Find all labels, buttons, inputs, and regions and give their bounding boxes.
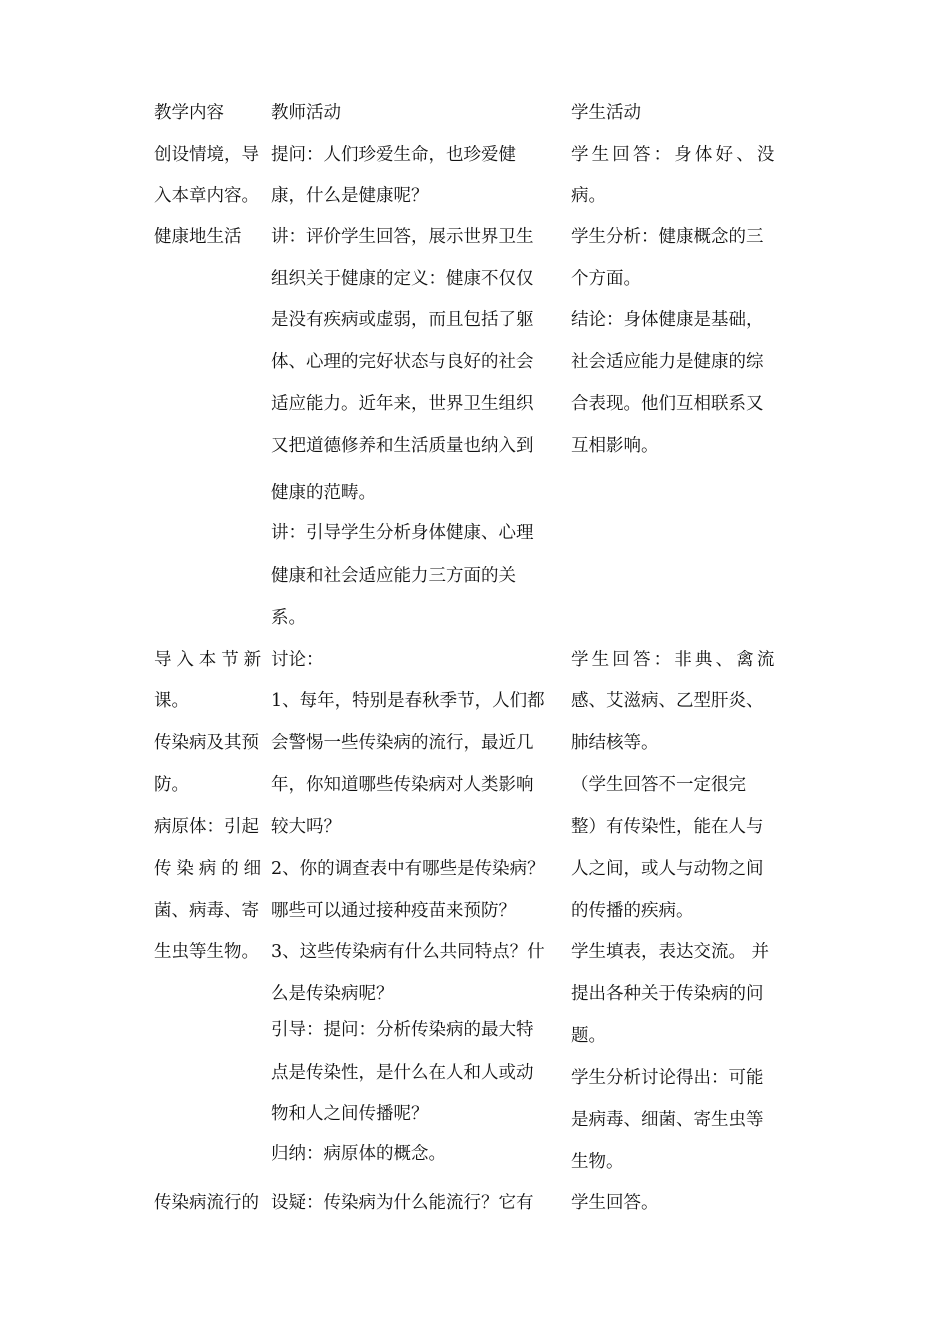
teacher-text: 会警惕一些传染病的流行，最近几	[271, 733, 534, 753]
student-text: 的传播的疾病。	[571, 901, 694, 921]
student-text: 个方面。	[571, 269, 641, 289]
student-text: 结论：身体健康是基础，	[571, 310, 764, 330]
teacher-text: 1、每年，特别是春秋季节，人们都	[271, 691, 545, 711]
student-text: 学生回答。	[571, 1193, 659, 1213]
student-text: 整）有传染性，能在人与	[571, 817, 764, 837]
student-text: 人之间，或人与动物之间	[571, 859, 764, 879]
content-text: 导入本节新	[154, 650, 266, 670]
student-text: 题。	[571, 1026, 606, 1046]
header-col-content: 教学内容	[154, 103, 224, 123]
teacher-text: 系。	[271, 608, 306, 628]
teacher-text: 哪些可以通过接种疫苗来预防？	[271, 901, 516, 921]
teacher-text: 较大吗？	[271, 817, 341, 837]
teacher-text: 设疑：传染病为什么能流行？它有	[271, 1193, 534, 1213]
student-text: 合表现。他们互相联系又	[571, 394, 764, 414]
content-text: 课。	[154, 691, 189, 711]
teacher-text: 年，你知道哪些传染病对人类影响	[271, 775, 534, 795]
student-text: 生物。	[571, 1152, 624, 1172]
teacher-text: 点是传染性，是什么在人和人或动	[271, 1063, 534, 1083]
student-text: （学生回答不一定很完	[571, 775, 746, 795]
teacher-text: 讨论：	[271, 650, 324, 670]
teacher-text: 又把道德修养和生活质量也纳入到	[271, 436, 534, 456]
teacher-text: 健康和社会适应能力三方面的关	[271, 566, 516, 586]
teacher-text: 提问：人们珍爱生命，也珍爱健	[271, 145, 516, 165]
teacher-text: 是没有疾病或虚弱，而且包括了躯	[271, 310, 534, 330]
content-text: 传染病流行的	[154, 1193, 259, 1213]
student-text: 学生回答：非典、禽流	[571, 650, 778, 670]
content-text: 病原体：引起	[154, 817, 259, 837]
header-col-student: 学生活动	[571, 103, 641, 123]
teacher-text: 适应能力。近年来，世界卫生组织	[271, 394, 534, 414]
teacher-text: 2、你的调查表中有哪些是传染病？	[271, 859, 545, 879]
student-text: 学生填表，表达交流。 并	[571, 942, 770, 962]
teacher-text: 3、这些传染病有什么共同特点？什	[271, 942, 545, 962]
content-text: 菌、病毒、寄	[154, 901, 259, 921]
teacher-text: 引导：提问：分析传染病的最大特	[271, 1020, 534, 1040]
header-col-teacher: 教师活动	[271, 103, 341, 123]
content-text: 传染病的细	[154, 859, 266, 879]
student-text: 感、艾滋病、乙型肝炎、	[571, 691, 764, 711]
student-text: 学生回答：身体好、没	[571, 145, 778, 165]
student-text: 提出各种关于传染病的问	[571, 984, 764, 1004]
teacher-text: 康，什么是健康呢？	[271, 186, 429, 206]
student-text: 病。	[571, 186, 606, 206]
content-text: 传染病及其预	[154, 733, 259, 753]
teacher-text: 讲：评价学生回答，展示世界卫生	[271, 227, 534, 247]
content-text: 健康地生活	[154, 227, 242, 247]
student-text: 是病毒、细菌、寄生虫等	[571, 1110, 764, 1130]
student-text: 学生分析讨论得出：可能	[571, 1068, 764, 1088]
teacher-text: 讲：引导学生分析身体健康、心理	[271, 523, 534, 543]
content-text: 防。	[154, 775, 189, 795]
teacher-text: 归纳：病原体的概念。	[271, 1144, 446, 1164]
teacher-text: 健康的范畴。	[271, 483, 376, 503]
teacher-text: 物和人之间传播呢？	[271, 1104, 429, 1124]
teacher-text: 体、心理的完好状态与良好的社会	[271, 352, 534, 372]
content-text: 创设情境，导	[154, 145, 259, 165]
student-text: 肺结核等。	[571, 733, 659, 753]
teacher-text: 组织关于健康的定义：健康不仅仅	[271, 269, 534, 289]
student-text: 互相影响。	[571, 436, 659, 456]
teacher-text: 么是传染病呢？	[271, 984, 394, 1004]
content-text: 生虫等生物。	[154, 942, 259, 962]
student-text: 社会适应能力是健康的综	[571, 352, 764, 372]
content-text: 入本章内容。	[154, 186, 259, 206]
student-text: 学生分析：健康概念的三	[571, 227, 764, 247]
